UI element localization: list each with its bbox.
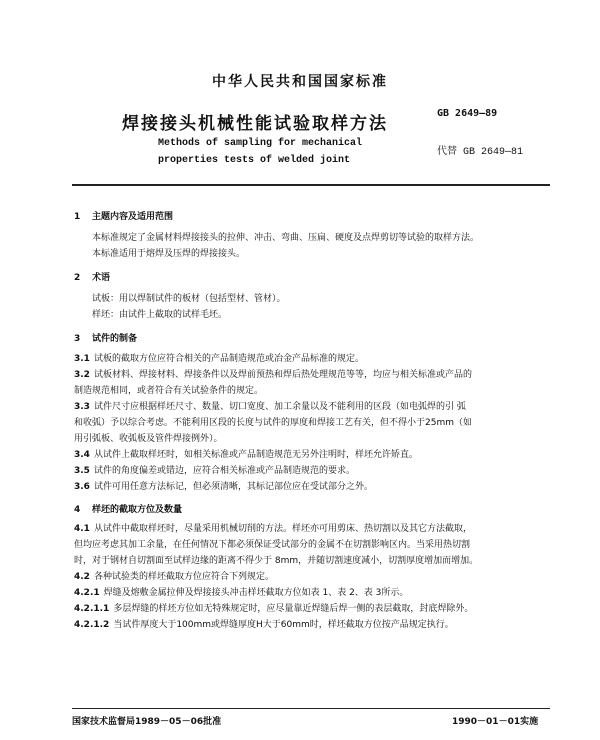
clause-text: 试板材料、焊接材料、焊接条件以及焊前预热和焊后热处理规范等等，均应与相关标准或产品的 [93, 370, 472, 380]
section-2-heading [74, 270, 110, 283]
clause-number: 4.2.1.1 [74, 604, 110, 614]
standard-title: 中华人民共和国国家标准 [212, 74, 388, 90]
clause-4-2-1-2 [74, 617, 550, 633]
section-2-para-2: 样坯：由试件上截取的试样毛坯。 [92, 310, 228, 320]
section-4-heading [74, 502, 182, 515]
clause-text: 从试件中截取样坯时，尽量采用机械切削的方法。样坯亦可用剪床、热切割以及其它方法截取， [93, 524, 472, 534]
section-number: 2 [74, 273, 81, 283]
english-title-line2: properties tests of welded joint [158, 155, 351, 166]
section-number: 4 [74, 505, 81, 515]
approval-date: 国家技术监督局1989－05－06批准 [72, 717, 222, 727]
clause-3-4 [74, 447, 550, 463]
clause-4-2-1-1 [74, 601, 550, 617]
clause-text: 试板的截取方位应符合相关的产品制造规范或冶金产品标准的规定。 [93, 354, 364, 364]
clause-3-5 [74, 463, 550, 479]
clause-text: 多层焊缝的样坯方位如无特殊规定时，应尽量靠近焊缝后焊一侧的表层截取，封底焊除外。 [113, 604, 474, 614]
clause-text: 试件的角度偏差或错边，应符合相关标准或产品制造规范的要求。 [93, 466, 355, 476]
section-1-para-1: 本标准规定了金属材料焊接接头的拉伸、冲击、弯曲、压扁、硬度及点焊剪切等试验的取样方法。 [92, 233, 480, 243]
section-1-heading [74, 209, 173, 222]
gb-code: GB 2649—89 [437, 108, 498, 119]
clause-text: 试件尺寸应根据样坯尺寸、数量、切口宽度、加工余量以及不能利用的区段（如电弧焊的引 弧 [93, 402, 466, 412]
clause-number: 3.1 [74, 354, 90, 364]
clause-3-2-cont: 制造规范相同，或者符合有关试验条件的规定。 [74, 386, 264, 396]
section-title: 术语 [92, 273, 111, 283]
clause-3-3-cont-1: 和收弧）予以综合考虑。不能利用区段的长度与试件的厚度和焊接工艺有关，但不得小于25mm（如 [74, 418, 472, 428]
main-title: 焊接接头机械性能试验取样方法 [122, 114, 388, 134]
clause-3-2 [74, 367, 550, 383]
clause-4-1-cont-1: 但均应考虑其加工余量，在任何情况下都必须保证受试部分的金属不在切割影响区内。当采用热切割 [74, 540, 471, 550]
clause-4-1 [74, 521, 550, 537]
section-title: 试件的制备 [92, 334, 138, 344]
section-2-para-1: 试板：用以焊制试件的板材（包括型材、管材）。 [92, 294, 286, 304]
english-title-line1: Methods of sampling for mechanical [158, 138, 363, 149]
clause-3-3 [74, 399, 550, 415]
clause-4-1-cont-2: 时，对于钢材自切割面至试样边缘的距离不得少于 8mm，并随切割速度减小，切割厚度增加而增加。 [74, 556, 479, 566]
clause-text: 试件可用任意方法标记，但必须清晰，其标记部位应在受试部分之外。 [93, 482, 373, 492]
clause-number: 3.5 [74, 466, 90, 476]
section-number: 1 [74, 212, 81, 222]
section-title: 样坯的截取方位及数量 [92, 505, 183, 515]
section-3-heading [74, 331, 137, 344]
clause-number: 4.2.1 [74, 588, 100, 598]
clause-3-1 [74, 351, 550, 367]
clause-4-2 [74, 569, 550, 585]
section-number: 3 [74, 334, 81, 344]
clause-3-6 [74, 479, 550, 495]
clause-number: 4.2 [74, 572, 90, 582]
section-1-para-2: 本标准适用于熔焊及压焊的焊接接头。 [92, 249, 246, 259]
clause-number: 3.6 [74, 482, 90, 492]
clause-number: 4.1 [74, 524, 90, 534]
clause-number: 3.4 [74, 450, 90, 460]
section-title: 主题内容及适用范围 [92, 212, 174, 222]
clause-4-2-1 [74, 585, 550, 601]
footer-rule [72, 708, 550, 709]
clause-3-3-cont-2: 用引弧板、收弧板及管件焊接例外）。 [74, 434, 223, 444]
clause-number: 4.2.1.2 [74, 620, 110, 630]
clause-number: 3.3 [74, 402, 90, 412]
clause-text: 各种试验类的样坯截取方位应符合下列规定。 [93, 572, 274, 582]
clause-text: 从试件上截取样坯时，如相关标准或产品制造规范无另外注明时，样坯允许矫直。 [93, 450, 418, 460]
replaces-standard: 代替 GB 2649—81 [437, 147, 524, 158]
clause-text: 当试件厚度大于100mm或焊缝厚度H大于60mm时，样坯截取方位按产品规定执行。 [113, 620, 454, 630]
effective-date: 1990－01－01实施 [452, 717, 539, 727]
clause-text: 焊缝及熔敷金属拉伸及焊接接头冲击样坯截取方位如表 1、表 2、表 3所示。 [103, 588, 409, 598]
header-rule [72, 184, 550, 186]
clause-number: 3.2 [74, 370, 90, 380]
